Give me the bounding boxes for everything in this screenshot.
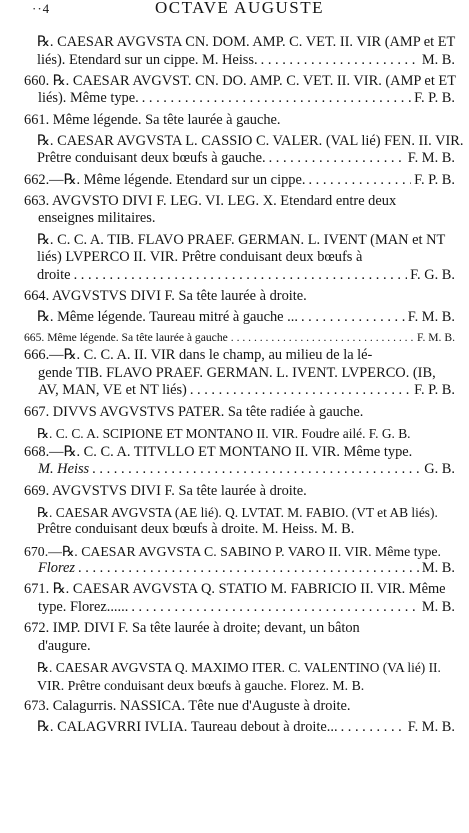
catalog-entry <box>24 193 455 228</box>
catalog-entry <box>24 132 464 168</box>
entry-line: 669. AVGVSTVS DIVI F. Sa tête laurée à droite. <box>24 482 307 499</box>
entry-line: ℞. C. C. A. TIB. FLAVO PRAEF. GERMAN. L. IVENT (MAN et NT <box>37 231 446 248</box>
entry-line: gende TIB. FLAVO PRAEF. GERMAN. L. IVENT. LVPERCO. (IB, <box>38 364 436 381</box>
catalog-entry <box>24 288 455 306</box>
entry-line: d'augure. <box>38 637 91 654</box>
entry-line <box>24 172 455 190</box>
coin-grade: F. P. B. <box>414 90 455 107</box>
entry-line <box>37 150 455 168</box>
entry-line: 671. ℞. CAESAR AVGVSTA Q. STATIO M. FABRICIO II. VIR. Même <box>24 581 446 598</box>
entry-text: AV, MAN, VE et NT liés) <box>38 382 187 399</box>
entry-line: ℞. CAESAR AVGVSTA CN. DOM. AMP. C. VET. II. VIR (AMP et ET <box>37 34 456 50</box>
coin-grade: F. P. B. <box>414 382 455 399</box>
entry-text: ℞. CALAGVRRI IVLIA. Taureau debout à droite... <box>37 718 338 735</box>
dot-leader <box>78 560 419 578</box>
catalog-entry <box>24 620 455 655</box>
coin-grade: M. B. <box>421 560 455 577</box>
dot-leader <box>74 267 408 285</box>
entry-line: 668.—℞. C. C. A. TITVLLO ET MONTANO II. VIR. Même type. <box>24 443 413 460</box>
dot-leader <box>341 719 405 737</box>
catalog-entry <box>24 73 455 108</box>
entry-line: ℞. C. C. A. SCIPIONE ET MONTANO II. VIR. Foudre ailé. F. G. B. <box>37 425 411 441</box>
catalog-entry <box>24 34 455 69</box>
coin-grade: F. P. B. <box>414 171 455 188</box>
catalog-entry <box>24 425 455 442</box>
page-header <box>24 0 455 30</box>
dot-leader <box>261 52 419 70</box>
running-title: OCTAVE AUGUSTE <box>154 0 325 17</box>
entry-line: 660. ℞. CAESAR AVGVST. CN. DO. AMP. C. VET. II. VIR. (AMP et ET <box>24 72 456 89</box>
entry-line <box>24 461 455 479</box>
dot-leader <box>301 309 405 327</box>
entry-text: droite <box>37 266 71 283</box>
entry-line <box>37 267 455 285</box>
dot-leader <box>269 150 405 168</box>
entry-line: 664. AVGVSTVS DIVI F. Sa tête laurée à droite. <box>24 287 307 304</box>
entry-line <box>37 309 455 327</box>
coin-grade: M. B. <box>421 598 455 615</box>
catalog-entry <box>24 543 455 578</box>
author-citation: M. Heiss <box>38 461 90 478</box>
catalog-entry <box>24 581 455 616</box>
catalog-entry <box>24 719 455 737</box>
entry-line <box>24 382 455 400</box>
catalog-entry <box>24 483 455 501</box>
dot-leader <box>231 330 414 345</box>
entry-line: enseignes militaires. <box>38 210 156 227</box>
entry-line <box>24 599 455 617</box>
entry-text: liés). Même type. <box>38 90 139 107</box>
entry-line: ℞. CAESAR AVGVSTA (AE lié). Q. LVTAT. M. FABIO. (VT et AB liés). <box>37 504 438 520</box>
entry-line: 670.—℞. CAESAR AVGVSTA C. SABINO P. VARO II. VIR. Même type. <box>24 543 441 559</box>
catalog-entry <box>24 330 455 345</box>
entry-line: Prêtre conduisant deux bœufs à droite. M. Heiss. M. B. <box>37 521 355 538</box>
entry-line: VIR. Prêtre conduisant deux bœufs à gauche. Florez. M. B. <box>37 677 365 693</box>
entry-line <box>24 330 455 345</box>
dot-leader <box>92 461 421 479</box>
catalog-entry <box>24 698 455 716</box>
catalog-entry <box>24 309 455 327</box>
catalog-entry <box>24 404 455 422</box>
dot-leader <box>142 90 411 108</box>
entry-line: 673. Calagurris. NASSICA. Tête nue d'Auguste à droite. <box>24 697 351 714</box>
entry-line <box>24 560 455 578</box>
catalog-entry <box>24 504 455 539</box>
coin-catalog <box>24 34 464 736</box>
entry-line: ℞. CAESAR AVGVSTA Q. MAXIMO ITER. C. VALENTINO (VA lié) II. <box>37 659 441 675</box>
entry-line: 661. Même légende. Sa tête laurée à gauche. <box>24 111 281 128</box>
coin-grade: M. B. <box>421 51 455 68</box>
entry-line: ℞. CAESAR AVGVSTA L. CASSIO C. VALER. (VAL lié) FEN. II. VIR. <box>37 132 464 149</box>
dot-leader <box>308 172 411 190</box>
dot-leader <box>131 599 418 617</box>
catalog-entry <box>24 232 455 285</box>
entry-line: liés) LVPERCO II. VIR. Prêtre conduisant deux bœufs à <box>37 249 363 266</box>
coin-grade: F. M. B. <box>416 331 455 345</box>
entry-line: 667. DIVVS AVGVSTVS PATER. Sa tête radiée à gauche. <box>24 403 364 420</box>
coin-grade: F. G. B. <box>410 266 455 283</box>
author-citation: Florez <box>38 560 76 577</box>
entry-text: ℞. Même légende. Taureau mitré à gauche ... <box>37 309 298 326</box>
entry-line: 663. AVGVSTO DIVI F. LEG. VI. LEG. X. Etendard entre deux <box>24 192 397 209</box>
entry-text: type. Florez...... <box>38 598 129 615</box>
entry-line: 672. IMP. DIVI F. Sa tête laurée à droite; devant, un bâton <box>24 620 360 637</box>
entry-line: 666.—℞. C. C. A. II. VIR dans le champ, au milieu de la lé- <box>24 347 373 364</box>
coin-grade: G. B. <box>424 461 455 478</box>
page-number: ··4 <box>32 1 51 16</box>
entry-text: 662.—℞. Même légende. Etendard sur un cippe. <box>24 171 306 188</box>
coin-grade: F. M. B. <box>407 309 455 326</box>
entry-line <box>24 90 455 108</box>
coin-grade: F. M. B. <box>407 718 455 735</box>
entry-line <box>37 719 455 737</box>
dot-leader <box>190 382 411 400</box>
entry-text: Prêtre conduisant deux bœufs à gauche. <box>37 150 266 167</box>
entry-text: 665. Même légende. Sa tête laurée à gauche <box>24 331 228 345</box>
entry-text: liés). Etendard sur un cippe. M. Heiss. <box>37 51 258 68</box>
coin-grade: F. M. B. <box>407 150 455 167</box>
catalog-entry <box>24 112 455 130</box>
catalog-entry <box>24 347 455 400</box>
catalog-entry <box>24 172 455 190</box>
entry-line <box>37 52 455 70</box>
catalog-entry <box>24 444 455 479</box>
catalog-entry <box>24 659 455 694</box>
